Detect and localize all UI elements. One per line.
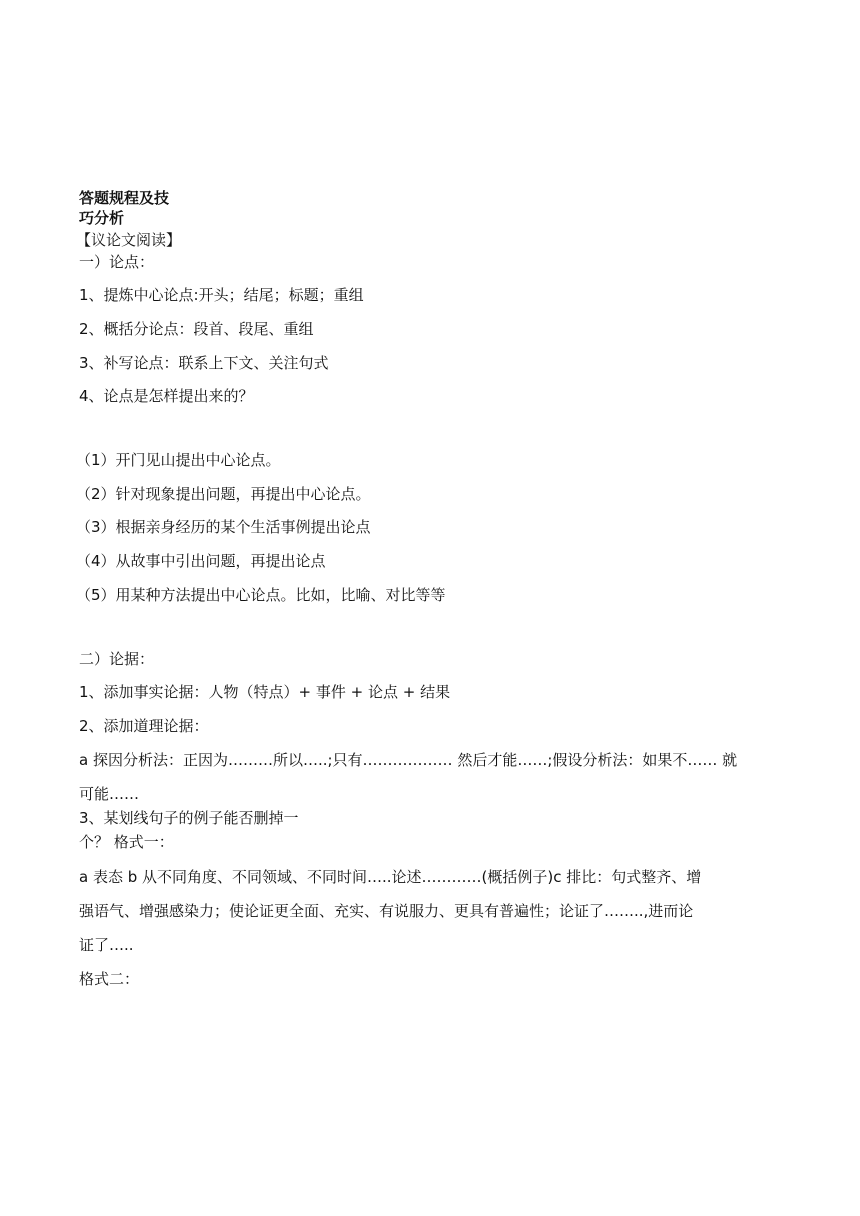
section-header: 【议论文阅读】	[76, 231, 182, 249]
method-2: （2）针对现象提出问题，再提出中心论点。	[76, 485, 371, 503]
part2-heading: 二）论据：	[79, 650, 155, 668]
reason-line-b: 可能……	[79, 785, 140, 803]
part1-item-1: 1、提炼中心论点:开头；结尾；标题；重组	[79, 286, 364, 304]
part2-item-3-line2: 个？ 格式一：	[79, 833, 174, 851]
format2-heading: 格式二：	[79, 970, 140, 988]
part2-item-1: 1、添加事实论据：人物（特点）+ 事件 + 论点 + 结果	[79, 683, 451, 701]
part1-item-3: 3、补写论点：联系上下文、关注句式	[79, 354, 329, 372]
part1-item-2: 2、概括分论点：段首、段尾、重组	[79, 320, 314, 338]
reason-line-a: a 探因分析法：正因为………所以…..;只有……………… 然后才能……;假设分析法：如果不…… 就	[79, 751, 738, 769]
method-1: （1）开门见山提出中心论点。	[76, 451, 281, 469]
method-4: （4）从故事中引出问题，再提出论点	[76, 552, 326, 570]
method-5: （5）用某种方法提出中心论点。比如，比喻、对比等等	[76, 586, 446, 604]
format1-line2: 强语气、增强感染力；使论证更全面、充实、有说服力、更具有普遍性；论证了……..,进而论	[79, 902, 694, 920]
doc-title-line1: 答题规程及技	[79, 189, 170, 207]
format1-line1: a 表态 b 从不同角度、不同领域、不同时间…..论述…………(概括例子)c 排比：句式整齐、增	[79, 868, 702, 886]
method-3: （3）根据亲身经历的某个生活事例提出论点	[76, 518, 371, 536]
doc-title-line2: 巧分析	[79, 209, 125, 227]
part2-item-3-line1: 3、某划线句子的例子能否删掉一	[79, 809, 299, 827]
format1-line3: 证了…..	[79, 936, 134, 954]
part1-heading: 一）论点：	[79, 253, 155, 271]
part1-item-4: 4、论点是怎样提出来的？	[79, 387, 254, 405]
part2-item-2: 2、添加道理论据：	[79, 717, 209, 735]
